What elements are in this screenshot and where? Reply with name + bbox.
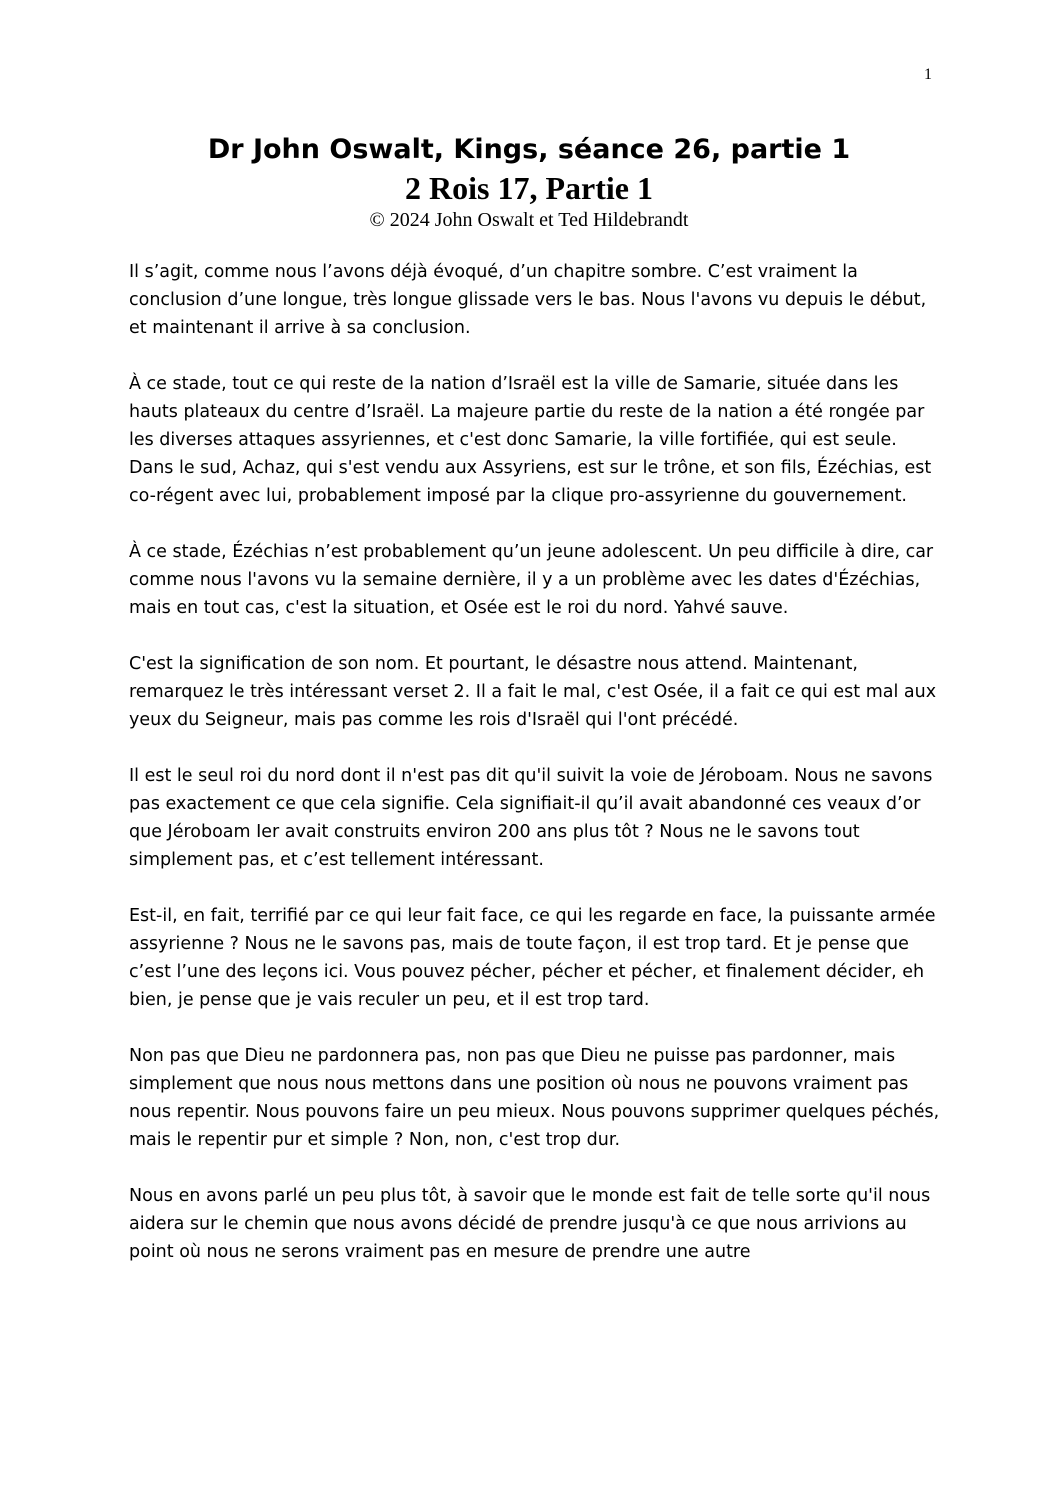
- paragraph: À ce stade, Ézéchias n’est probablement qu’un jeune adolescent. Un peu difficile à dire, car comme nous l'avons vu la semaine dernière, il y a un problème avec les dates d'Ézéchias, mais en tout cas, c'est la situation, et Osée est le roi du nord. Yahvé sauve.: [129, 542, 934, 618]
- paragraph: Il s’agit, comme nous l’avons déjà évoqué, d’un chapitre sombre. C’est vraiment la conclusion d’une longue, très longue glissade vers le bas. Nous l'avons vu depuis le début, et maintenant il arrive à sa conclusion.: [129, 262, 927, 338]
- document-title: Dr John Oswalt, Kings, séance 26, partie 1: [207, 134, 851, 165]
- document-subtitle: 2 Rois 17, Partie 1: [405, 170, 653, 206]
- paragraph: Non pas que Dieu ne pardonnera pas, non pas que Dieu ne puisse pas pardonner, mais simplement que nous nous mettons dans une position où nous ne pouvons vraiment pas nous repentir. Nous pouvons faire un peu mieux. Nous pouvons supprimer quelques péchés, mais le repentir pur et simple ? Non, non, c'est trop dur.: [129, 1046, 940, 1150]
- copyright-notice: © 2024 John Oswalt et Ted Hildebrandt: [369, 209, 689, 231]
- paragraph: Nous en avons parlé un peu plus tôt, à savoir que le monde est fait de telle sorte qu'il nous aidera sur le chemin que nous avons décidé de prendre jusqu'à ce que nous arrivions au point où nous ne serons vraiment pas en mesure de prendre une autre: [129, 1186, 931, 1262]
- paragraph: C'est la signification de son nom. Et pourtant, le désastre nous attend. Maintenant, remarquez le très intéressant verset 2. Il a fait le mal, c'est Osée, il a fait ce qui est mal aux yeux du Seigneur, mais pas comme les rois d'Israël qui l'ont précédé.: [129, 654, 937, 730]
- document-header: [0, 132, 1058, 232]
- paragraph: Est-il, en fait, terrifié par ce qui leur fait face, ce qui les regarde en face, la puissante armée assyrienne ? Nous ne le savons pas, mais de toute façon, il est trop tard. Et je pense que c’est l’une des leçons ici. Vous pouvez pécher, pécher et pécher, et finalement décider, eh bien, je pense que je vais reculer un peu, et il est trop tard.: [129, 906, 936, 1010]
- paragraph: Il est le seul roi du nord dont il n'est pas dit qu'il suivit la voie de Jéroboam. Nous ne savons pas exactement ce que cela signifie. Cela signifiait-il qu’il avait abandonné ces veaux d’or que Jéroboam Ier avait construits environ 200 ans plus tôt ? Nous ne le savons tout simplement pas, et c’est tellement intéressant.: [129, 766, 933, 870]
- document-body: [129, 258, 941, 1294]
- paragraph: À ce stade, tout ce qui reste de la nation d’Israël est la ville de Samarie, située dans les hauts plateaux du centre d’Israël. La majeure partie du reste de la nation a été rongée par les diverses attaques assyriennes, et c'est donc Samarie, la ville fortifiée, qui est seule. Dans le sud, Achaz, qui s'est vendu aux Assyriens, est sur le trône, et son fils, Ézéchias, est co-régent avec lui, probablement imposé par la clique pro-assyrienne du gouvernement.: [129, 374, 932, 506]
- page-number: 1: [924, 66, 932, 83]
